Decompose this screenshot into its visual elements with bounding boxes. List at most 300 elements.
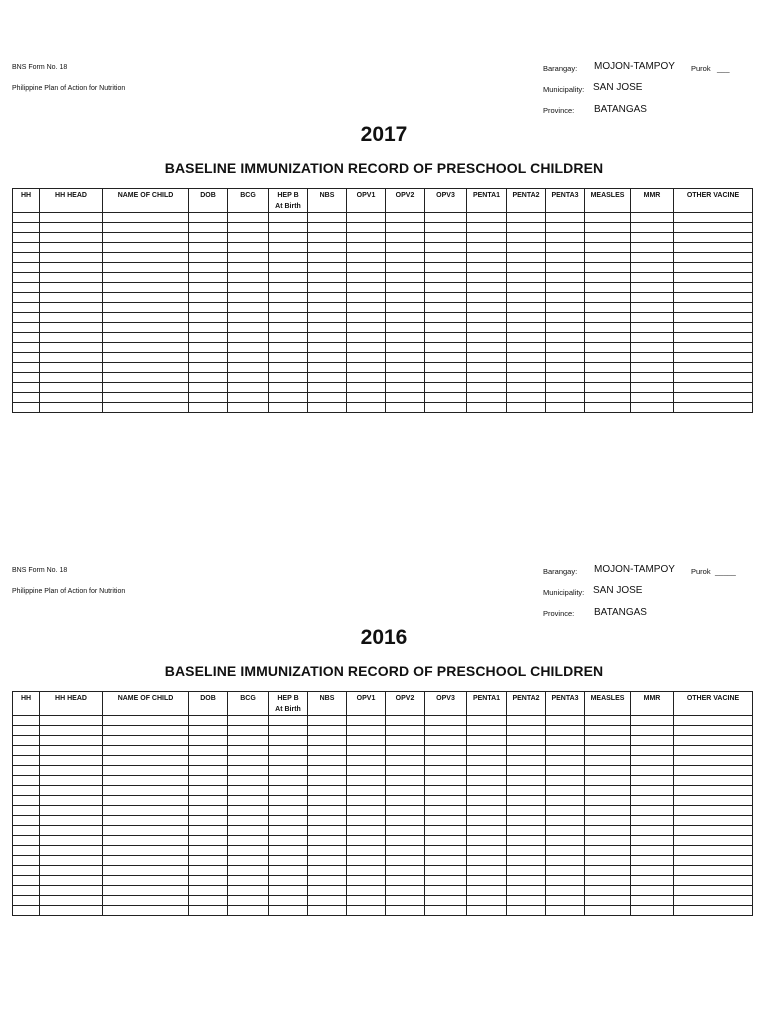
table-cell[interactable] xyxy=(228,746,269,756)
table-cell[interactable] xyxy=(631,716,674,726)
table-cell[interactable] xyxy=(546,886,585,896)
table-cell[interactable] xyxy=(585,786,631,796)
table-cell[interactable] xyxy=(674,383,753,393)
table-cell[interactable] xyxy=(40,796,103,806)
table-cell[interactable] xyxy=(674,806,753,816)
table-cell[interactable] xyxy=(103,303,189,313)
table-cell[interactable] xyxy=(228,263,269,273)
table-cell[interactable] xyxy=(347,756,386,766)
table-cell[interactable] xyxy=(13,716,40,726)
table-cell[interactable] xyxy=(467,323,507,333)
table-cell[interactable] xyxy=(40,866,103,876)
table-cell[interactable] xyxy=(631,816,674,826)
table-cell[interactable] xyxy=(585,896,631,906)
table-cell[interactable] xyxy=(386,343,425,353)
table-cell[interactable] xyxy=(585,253,631,263)
table-cell[interactable] xyxy=(103,826,189,836)
table-cell[interactable] xyxy=(425,786,467,796)
table-cell[interactable] xyxy=(674,846,753,856)
table-cell[interactable] xyxy=(425,886,467,896)
table-cell[interactable] xyxy=(631,273,674,283)
table-cell[interactable] xyxy=(228,806,269,816)
table-cell[interactable] xyxy=(425,263,467,273)
table-cell[interactable] xyxy=(347,786,386,796)
table-cell[interactable] xyxy=(40,826,103,836)
table-cell[interactable] xyxy=(425,746,467,756)
table-cell[interactable] xyxy=(467,383,507,393)
table-cell[interactable] xyxy=(631,766,674,776)
table-cell[interactable] xyxy=(189,213,228,223)
table-cell[interactable] xyxy=(269,383,308,393)
table-cell[interactable] xyxy=(347,896,386,906)
table-cell[interactable] xyxy=(228,716,269,726)
table-cell[interactable] xyxy=(269,403,308,413)
table-cell[interactable] xyxy=(386,283,425,293)
table-cell[interactable] xyxy=(425,766,467,776)
table-cell[interactable] xyxy=(386,716,425,726)
table-cell[interactable] xyxy=(269,846,308,856)
table-cell[interactable] xyxy=(386,876,425,886)
table-cell[interactable] xyxy=(228,736,269,746)
table-cell[interactable] xyxy=(103,403,189,413)
table-cell[interactable] xyxy=(507,786,546,796)
table-cell[interactable] xyxy=(40,746,103,756)
table-cell[interactable] xyxy=(228,726,269,736)
table-cell[interactable] xyxy=(631,746,674,756)
table-cell[interactable] xyxy=(467,726,507,736)
table-cell[interactable] xyxy=(674,223,753,233)
table-cell[interactable] xyxy=(425,393,467,403)
table-cell[interactable] xyxy=(631,323,674,333)
table-cell[interactable] xyxy=(13,856,40,866)
table-cell[interactable] xyxy=(269,866,308,876)
table-cell[interactable] xyxy=(103,776,189,786)
table-cell[interactable] xyxy=(425,323,467,333)
table-cell[interactable] xyxy=(103,866,189,876)
table-cell[interactable] xyxy=(347,243,386,253)
table-cell[interactable] xyxy=(585,806,631,816)
table-cell[interactable] xyxy=(546,403,585,413)
table-cell[interactable] xyxy=(507,736,546,746)
table-cell[interactable] xyxy=(189,263,228,273)
table-cell[interactable] xyxy=(674,233,753,243)
table-cell[interactable] xyxy=(228,363,269,373)
table-cell[interactable] xyxy=(189,756,228,766)
table-cell[interactable] xyxy=(189,293,228,303)
table-cell[interactable] xyxy=(347,806,386,816)
table-cell[interactable] xyxy=(347,303,386,313)
table-cell[interactable] xyxy=(189,373,228,383)
table-cell[interactable] xyxy=(467,373,507,383)
table-cell[interactable] xyxy=(103,746,189,756)
table-cell[interactable] xyxy=(13,323,40,333)
table-cell[interactable] xyxy=(674,896,753,906)
table-cell[interactable] xyxy=(347,846,386,856)
table-cell[interactable] xyxy=(425,756,467,766)
table-cell[interactable] xyxy=(347,253,386,263)
table-cell[interactable] xyxy=(425,816,467,826)
table-cell[interactable] xyxy=(467,243,507,253)
table-cell[interactable] xyxy=(585,876,631,886)
table-cell[interactable] xyxy=(585,403,631,413)
table-cell[interactable] xyxy=(674,253,753,263)
table-cell[interactable] xyxy=(507,293,546,303)
table-cell[interactable] xyxy=(674,786,753,796)
table-cell[interactable] xyxy=(386,333,425,343)
table-cell[interactable] xyxy=(189,243,228,253)
table-cell[interactable] xyxy=(103,886,189,896)
table-cell[interactable] xyxy=(425,353,467,363)
table-cell[interactable] xyxy=(546,806,585,816)
table-cell[interactable] xyxy=(13,906,40,916)
table-cell[interactable] xyxy=(103,796,189,806)
table-cell[interactable] xyxy=(189,766,228,776)
table-cell[interactable] xyxy=(386,243,425,253)
table-cell[interactable] xyxy=(269,273,308,283)
table-cell[interactable] xyxy=(308,746,347,756)
table-cell[interactable] xyxy=(347,333,386,343)
table-cell[interactable] xyxy=(40,243,103,253)
table-cell[interactable] xyxy=(507,313,546,323)
table-cell[interactable] xyxy=(674,716,753,726)
table-cell[interactable] xyxy=(546,243,585,253)
table-cell[interactable] xyxy=(386,213,425,223)
table-cell[interactable] xyxy=(40,806,103,816)
table-cell[interactable] xyxy=(585,333,631,343)
table-cell[interactable] xyxy=(585,826,631,836)
table-cell[interactable] xyxy=(103,856,189,866)
table-cell[interactable] xyxy=(507,766,546,776)
table-cell[interactable] xyxy=(674,363,753,373)
table-cell[interactable] xyxy=(425,213,467,223)
table-cell[interactable] xyxy=(189,393,228,403)
table-cell[interactable] xyxy=(631,886,674,896)
table-cell[interactable] xyxy=(386,766,425,776)
table-cell[interactable] xyxy=(507,243,546,253)
table-cell[interactable] xyxy=(40,223,103,233)
table-cell[interactable] xyxy=(40,776,103,786)
table-cell[interactable] xyxy=(507,213,546,223)
table-cell[interactable] xyxy=(269,726,308,736)
table-cell[interactable] xyxy=(347,866,386,876)
table-cell[interactable] xyxy=(228,273,269,283)
table-cell[interactable] xyxy=(308,906,347,916)
table-cell[interactable] xyxy=(189,323,228,333)
table-cell[interactable] xyxy=(425,293,467,303)
table-cell[interactable] xyxy=(40,323,103,333)
table-cell[interactable] xyxy=(467,776,507,786)
table-cell[interactable] xyxy=(308,393,347,403)
table-cell[interactable] xyxy=(467,756,507,766)
table-cell[interactable] xyxy=(308,896,347,906)
table-cell[interactable] xyxy=(189,896,228,906)
table-cell[interactable] xyxy=(585,393,631,403)
table-cell[interactable] xyxy=(674,393,753,403)
table-cell[interactable] xyxy=(507,866,546,876)
table-cell[interactable] xyxy=(425,806,467,816)
table-cell[interactable] xyxy=(228,223,269,233)
table-cell[interactable] xyxy=(228,826,269,836)
table-cell[interactable] xyxy=(308,223,347,233)
table-cell[interactable] xyxy=(308,323,347,333)
table-cell[interactable] xyxy=(189,383,228,393)
table-cell[interactable] xyxy=(631,253,674,263)
table-cell[interactable] xyxy=(13,293,40,303)
table-cell[interactable] xyxy=(13,876,40,886)
table-cell[interactable] xyxy=(308,343,347,353)
table-cell[interactable] xyxy=(425,736,467,746)
table-cell[interactable] xyxy=(308,333,347,343)
table-cell[interactable] xyxy=(674,333,753,343)
table-cell[interactable] xyxy=(189,303,228,313)
table-cell[interactable] xyxy=(103,233,189,243)
table-cell[interactable] xyxy=(13,213,40,223)
table-cell[interactable] xyxy=(269,333,308,343)
table-cell[interactable] xyxy=(425,403,467,413)
table-cell[interactable] xyxy=(228,303,269,313)
table-cell[interactable] xyxy=(40,383,103,393)
table-cell[interactable] xyxy=(40,343,103,353)
table-cell[interactable] xyxy=(674,876,753,886)
table-cell[interactable] xyxy=(674,293,753,303)
table-cell[interactable] xyxy=(386,906,425,916)
table-cell[interactable] xyxy=(189,886,228,896)
table-cell[interactable] xyxy=(103,213,189,223)
table-cell[interactable] xyxy=(103,806,189,816)
table-cell[interactable] xyxy=(103,786,189,796)
table-cell[interactable] xyxy=(269,233,308,243)
table-cell[interactable] xyxy=(347,263,386,273)
table-cell[interactable] xyxy=(269,393,308,403)
table-cell[interactable] xyxy=(103,323,189,333)
table-cell[interactable] xyxy=(13,836,40,846)
table-cell[interactable] xyxy=(546,756,585,766)
table-cell[interactable] xyxy=(269,343,308,353)
table-cell[interactable] xyxy=(269,736,308,746)
table-cell[interactable] xyxy=(189,906,228,916)
table-cell[interactable] xyxy=(269,886,308,896)
table-cell[interactable] xyxy=(347,826,386,836)
table-cell[interactable] xyxy=(631,756,674,766)
table-cell[interactable] xyxy=(269,826,308,836)
table-cell[interactable] xyxy=(228,836,269,846)
table-cell[interactable] xyxy=(425,253,467,263)
table-cell[interactable] xyxy=(674,263,753,273)
table-cell[interactable] xyxy=(631,856,674,866)
table-cell[interactable] xyxy=(467,866,507,876)
table-cell[interactable] xyxy=(386,856,425,866)
table-cell[interactable] xyxy=(674,213,753,223)
table-cell[interactable] xyxy=(631,313,674,323)
table-cell[interactable] xyxy=(269,836,308,846)
table-cell[interactable] xyxy=(347,796,386,806)
table-cell[interactable] xyxy=(189,796,228,806)
table-cell[interactable] xyxy=(228,403,269,413)
table-cell[interactable] xyxy=(347,816,386,826)
table-cell[interactable] xyxy=(546,866,585,876)
table-cell[interactable] xyxy=(546,816,585,826)
table-cell[interactable] xyxy=(467,786,507,796)
table-cell[interactable] xyxy=(386,806,425,816)
table-cell[interactable] xyxy=(103,343,189,353)
table-cell[interactable] xyxy=(467,403,507,413)
table-cell[interactable] xyxy=(467,766,507,776)
table-cell[interactable] xyxy=(631,403,674,413)
table-cell[interactable] xyxy=(308,726,347,736)
table-cell[interactable] xyxy=(674,283,753,293)
table-cell[interactable] xyxy=(228,756,269,766)
table-cell[interactable] xyxy=(631,333,674,343)
table-cell[interactable] xyxy=(347,876,386,886)
table-cell[interactable] xyxy=(103,906,189,916)
table-cell[interactable] xyxy=(425,223,467,233)
table-cell[interactable] xyxy=(269,756,308,766)
table-cell[interactable] xyxy=(103,756,189,766)
table-cell[interactable] xyxy=(631,906,674,916)
table-cell[interactable] xyxy=(189,856,228,866)
table-cell[interactable] xyxy=(347,293,386,303)
table-cell[interactable] xyxy=(467,826,507,836)
table-cell[interactable] xyxy=(546,233,585,243)
table-cell[interactable] xyxy=(228,233,269,243)
table-cell[interactable] xyxy=(507,253,546,263)
table-cell[interactable] xyxy=(674,776,753,786)
table-cell[interactable] xyxy=(13,756,40,766)
table-cell[interactable] xyxy=(507,263,546,273)
table-cell[interactable] xyxy=(308,826,347,836)
table-cell[interactable] xyxy=(103,273,189,283)
table-cell[interactable] xyxy=(347,383,386,393)
table-cell[interactable] xyxy=(269,353,308,363)
table-cell[interactable] xyxy=(631,786,674,796)
table-cell[interactable] xyxy=(507,856,546,866)
table-cell[interactable] xyxy=(228,816,269,826)
table-cell[interactable] xyxy=(631,383,674,393)
table-cell[interactable] xyxy=(103,283,189,293)
table-cell[interactable] xyxy=(507,746,546,756)
table-cell[interactable] xyxy=(269,766,308,776)
table-cell[interactable] xyxy=(631,373,674,383)
table-cell[interactable] xyxy=(631,263,674,273)
table-cell[interactable] xyxy=(386,383,425,393)
table-cell[interactable] xyxy=(546,896,585,906)
table-cell[interactable] xyxy=(13,383,40,393)
table-cell[interactable] xyxy=(13,273,40,283)
table-cell[interactable] xyxy=(631,826,674,836)
table-cell[interactable] xyxy=(507,353,546,363)
table-cell[interactable] xyxy=(546,263,585,273)
table-cell[interactable] xyxy=(269,856,308,866)
table-cell[interactable] xyxy=(347,223,386,233)
table-cell[interactable] xyxy=(674,886,753,896)
table-cell[interactable] xyxy=(467,796,507,806)
table-cell[interactable] xyxy=(40,846,103,856)
table-cell[interactable] xyxy=(13,333,40,343)
table-cell[interactable] xyxy=(631,353,674,363)
table-cell[interactable] xyxy=(40,736,103,746)
table-cell[interactable] xyxy=(585,383,631,393)
table-cell[interactable] xyxy=(347,283,386,293)
table-cell[interactable] xyxy=(308,816,347,826)
table-cell[interactable] xyxy=(189,333,228,343)
table-cell[interactable] xyxy=(631,836,674,846)
table-cell[interactable] xyxy=(308,856,347,866)
table-cell[interactable] xyxy=(546,273,585,283)
table-cell[interactable] xyxy=(425,796,467,806)
table-cell[interactable] xyxy=(308,886,347,896)
table-cell[interactable] xyxy=(40,313,103,323)
table-cell[interactable] xyxy=(425,826,467,836)
table-cell[interactable] xyxy=(507,383,546,393)
table-cell[interactable] xyxy=(308,736,347,746)
table-cell[interactable] xyxy=(40,353,103,363)
table-cell[interactable] xyxy=(103,373,189,383)
table-cell[interactable] xyxy=(228,243,269,253)
table-cell[interactable] xyxy=(13,403,40,413)
table-cell[interactable] xyxy=(546,746,585,756)
table-cell[interactable] xyxy=(674,403,753,413)
table-cell[interactable] xyxy=(546,786,585,796)
table-cell[interactable] xyxy=(308,766,347,776)
table-cell[interactable] xyxy=(585,756,631,766)
table-cell[interactable] xyxy=(40,766,103,776)
table-cell[interactable] xyxy=(386,313,425,323)
table-cell[interactable] xyxy=(467,273,507,283)
table-cell[interactable] xyxy=(269,876,308,886)
table-cell[interactable] xyxy=(308,846,347,856)
table-cell[interactable] xyxy=(425,726,467,736)
table-cell[interactable] xyxy=(103,383,189,393)
table-cell[interactable] xyxy=(546,393,585,403)
table-cell[interactable] xyxy=(386,836,425,846)
table-cell[interactable] xyxy=(347,393,386,403)
table-cell[interactable] xyxy=(674,726,753,736)
table-cell[interactable] xyxy=(103,836,189,846)
table-cell[interactable] xyxy=(585,273,631,283)
table-cell[interactable] xyxy=(40,293,103,303)
table-cell[interactable] xyxy=(546,826,585,836)
table-cell[interactable] xyxy=(631,806,674,816)
table-cell[interactable] xyxy=(507,906,546,916)
table-cell[interactable] xyxy=(585,353,631,363)
table-cell[interactable] xyxy=(269,816,308,826)
table-cell[interactable] xyxy=(467,293,507,303)
table-cell[interactable] xyxy=(308,836,347,846)
table-cell[interactable] xyxy=(386,776,425,786)
table-cell[interactable] xyxy=(631,343,674,353)
table-cell[interactable] xyxy=(103,816,189,826)
table-cell[interactable] xyxy=(546,846,585,856)
table-cell[interactable] xyxy=(269,303,308,313)
table-cell[interactable] xyxy=(507,806,546,816)
table-cell[interactable] xyxy=(13,846,40,856)
table-cell[interactable] xyxy=(13,363,40,373)
table-cell[interactable] xyxy=(674,816,753,826)
table-cell[interactable] xyxy=(585,726,631,736)
table-cell[interactable] xyxy=(103,876,189,886)
table-cell[interactable] xyxy=(467,353,507,363)
table-cell[interactable] xyxy=(40,393,103,403)
table-cell[interactable] xyxy=(425,273,467,283)
table-cell[interactable] xyxy=(386,263,425,273)
table-cell[interactable] xyxy=(674,906,753,916)
table-cell[interactable] xyxy=(228,786,269,796)
table-cell[interactable] xyxy=(425,876,467,886)
table-cell[interactable] xyxy=(507,836,546,846)
table-cell[interactable] xyxy=(40,726,103,736)
table-cell[interactable] xyxy=(507,796,546,806)
table-cell[interactable] xyxy=(631,726,674,736)
